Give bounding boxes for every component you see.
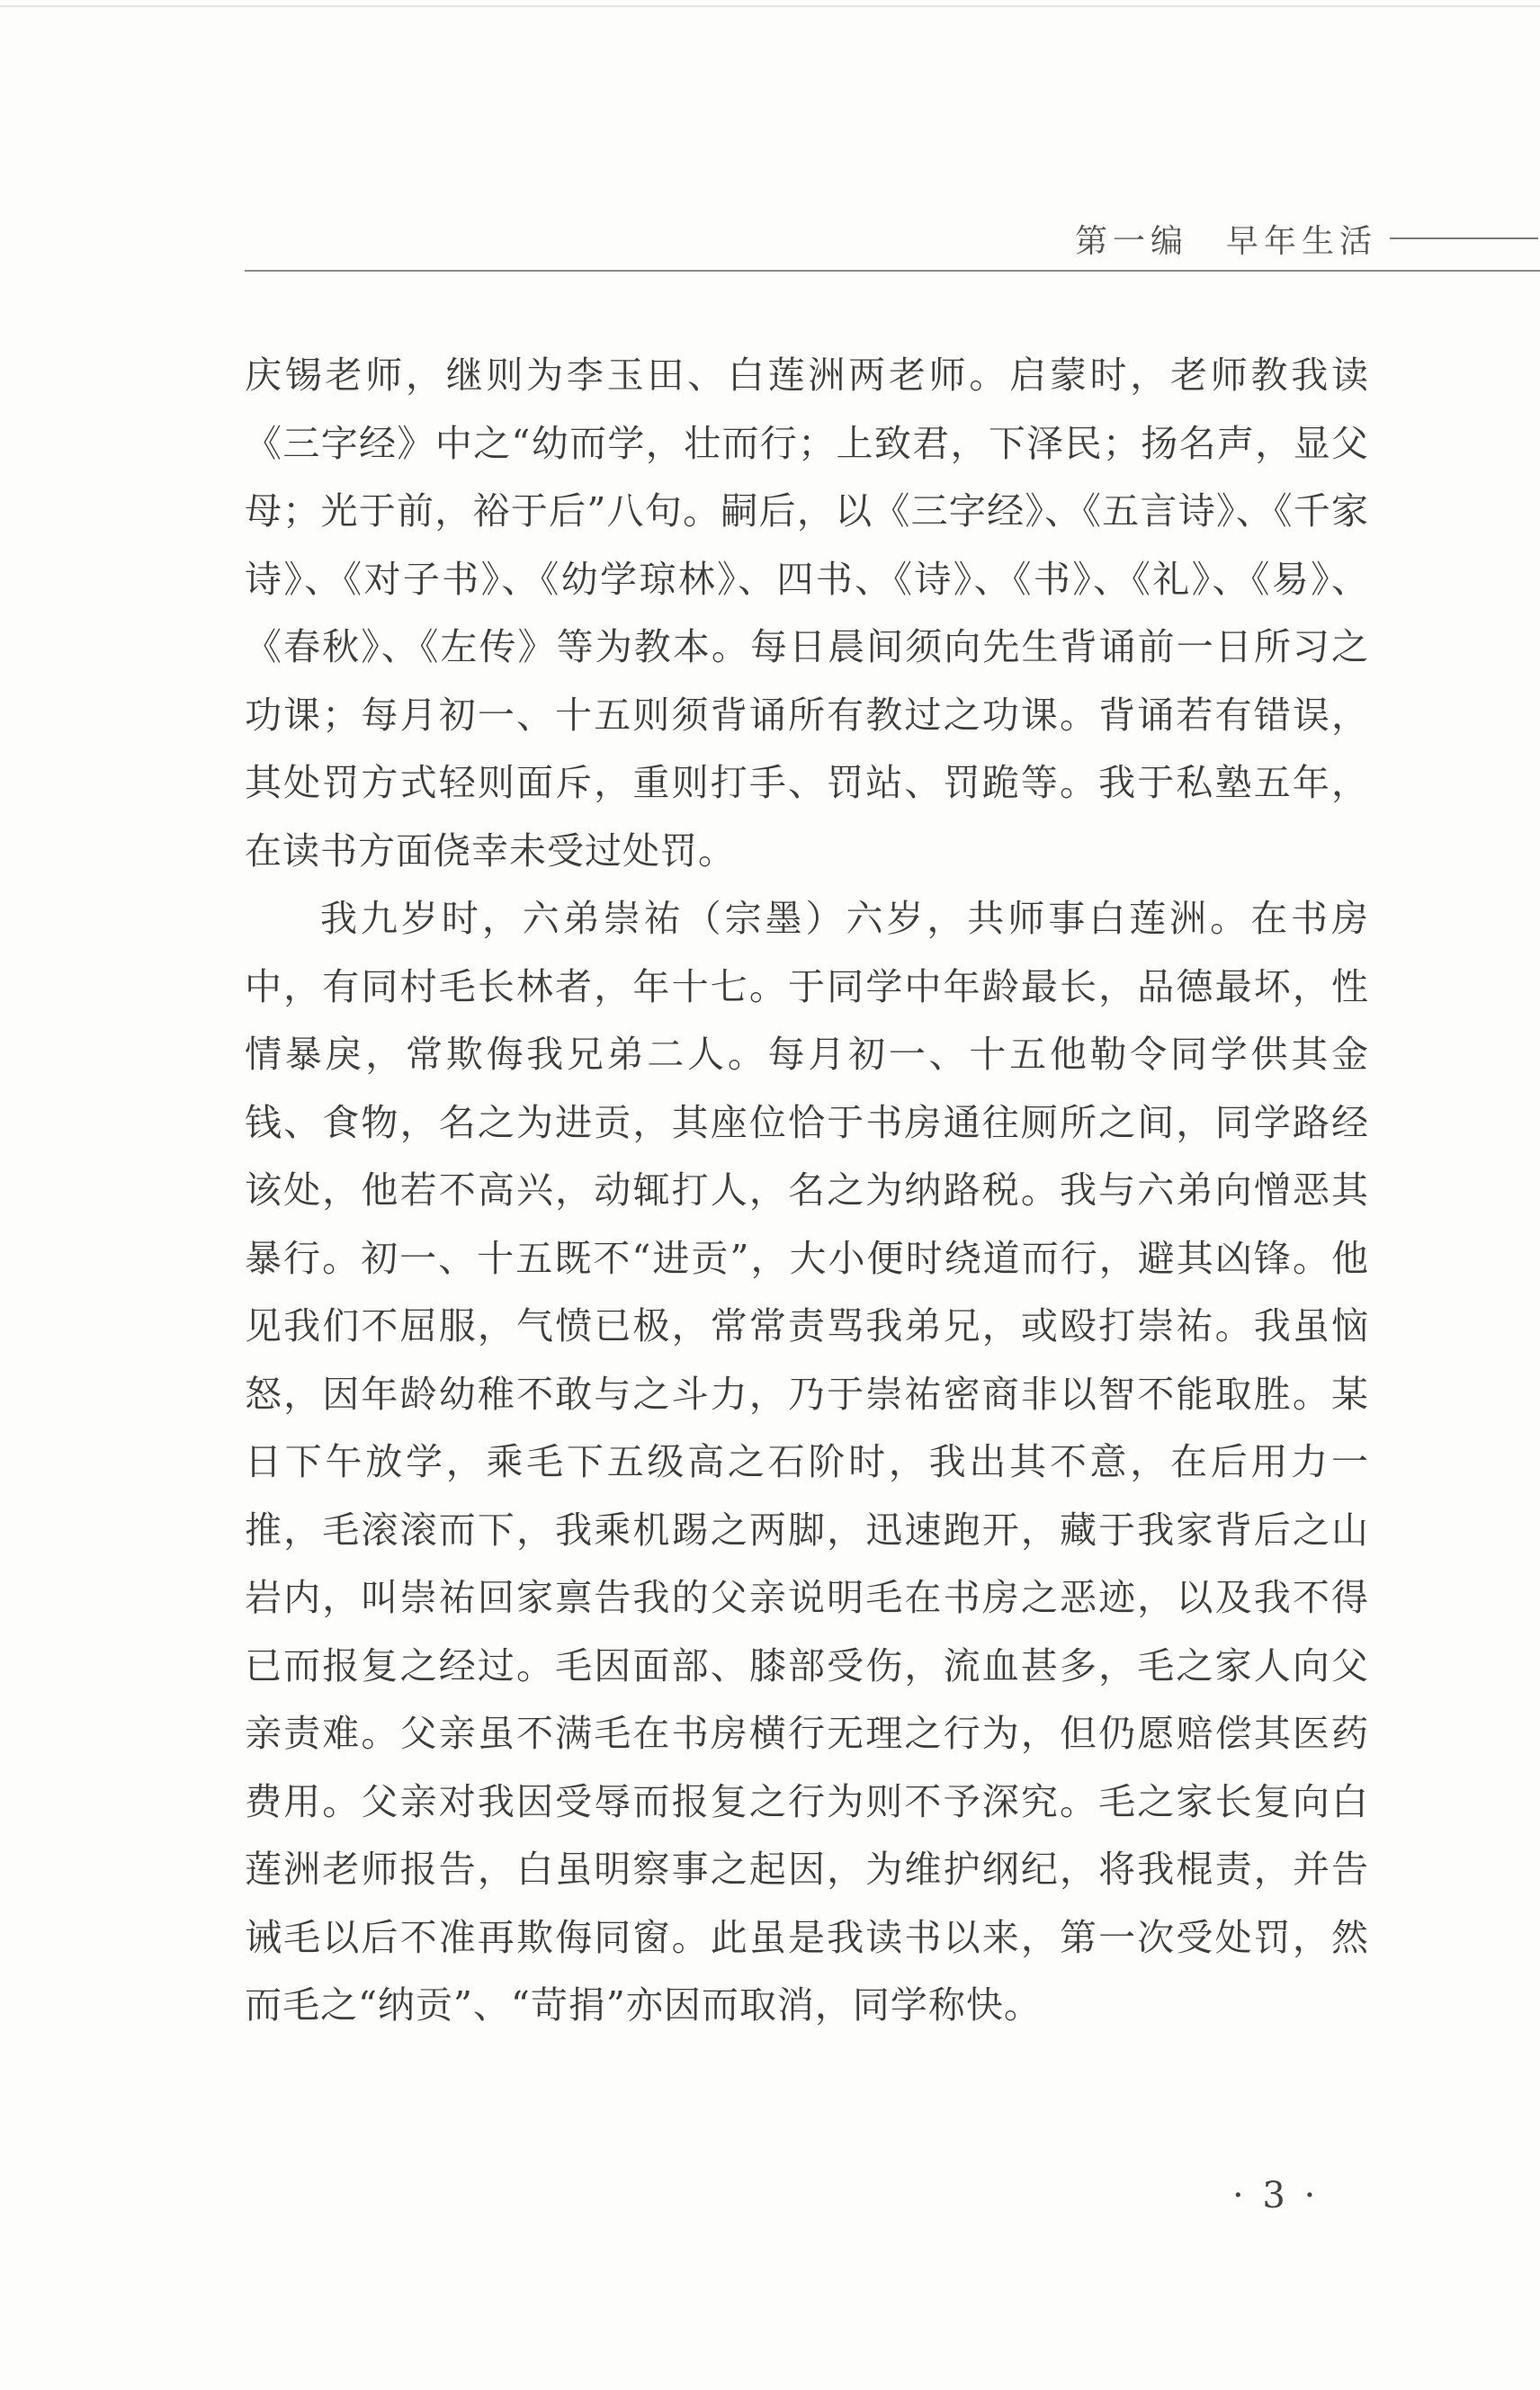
header-tail-rule [1390, 237, 1538, 239]
chapter-header-title: 第一编 早年生活 [1075, 223, 1378, 260]
header-rule [245, 270, 1540, 272]
paragraph: 我九岁时，六弟崇祐（宗墨）六岁，共师事白莲洲。在书房中，有同村毛长林者，年十七。于同学中年龄最长，品德最坏，性情暴戾，常欺侮我兄弟二人。每月初一、十五他勒令同学供其金钱、食物，名之为进贡，其座位恰于书房通往厕所之间，同学路经该处，他若不高兴，动辄打人，名之为纳路税。我与六弟向憎恶其暴行。初一、十五既不“进贡”，大小便时绕道而行，避其凶锋。他见我们不屈服，气愤已极，常常责骂我弟兄，或殴打崇祐。我虽恼怒，因年龄幼稚不敢与之斗力，乃于崇祐密商非以智不能取胜。某日下午放学，乘毛下五级高之石阶时，我出其不意，在后用力一推，毛滚滚而下，我乘机踢之两脚，迅速跑开，藏于我家背后之山岩内，叫崇祐回家禀告我的父亲说明毛在书房之恶迹，以及我不得已而报复之经过。毛因面部、膝部受伤，流血甚多，毛之家人向父亲责难。父亲虽不满毛在书房横行无理之行为，但仍愿赔偿其医药费用。父亲对我因受辱而报复之行为则不予深究。毛之家长复向白莲洲老师报告，白虽明察事之起因，为维护纲纪，将我棍责，并告诫毛以后不准再欺侮同窗。此虽是我读书以来，第一次受处罚，然而毛之“纳贡”、“苛捐”亦因而取消，同学称快。 [245, 897, 1369, 2027]
scan-edge [0, 5, 1540, 7]
body-text [245, 342, 1369, 2040]
page-number: · 3 · [1232, 2175, 1320, 2216]
running-header [0, 216, 1540, 279]
paragraph-continued: 庆锡老师，继则为李玉田、白莲洲两老师。启蒙时，老师教我读《三字经》中之“幼而学，壮而行；上致君，下泽民；扬名声，显父母；光于前，裕于后”八句。嗣后，以《三字经》、《五言诗》、《千家诗》、《对子书》、《幼学琼林》、四书、《诗》、《书》、《礼》、《易》、《春秋》、《左传》等为教本。每日晨间须向先生背诵前一日所习之功课；每月初一、十五则须背诵所有教过之功课。背诵若有错误，其处罚方式轻则面斥，重则打手、罚站、罚跪等。我于私塾五年，在读书方面侥幸未受过处罚。 [245, 354, 1369, 873]
